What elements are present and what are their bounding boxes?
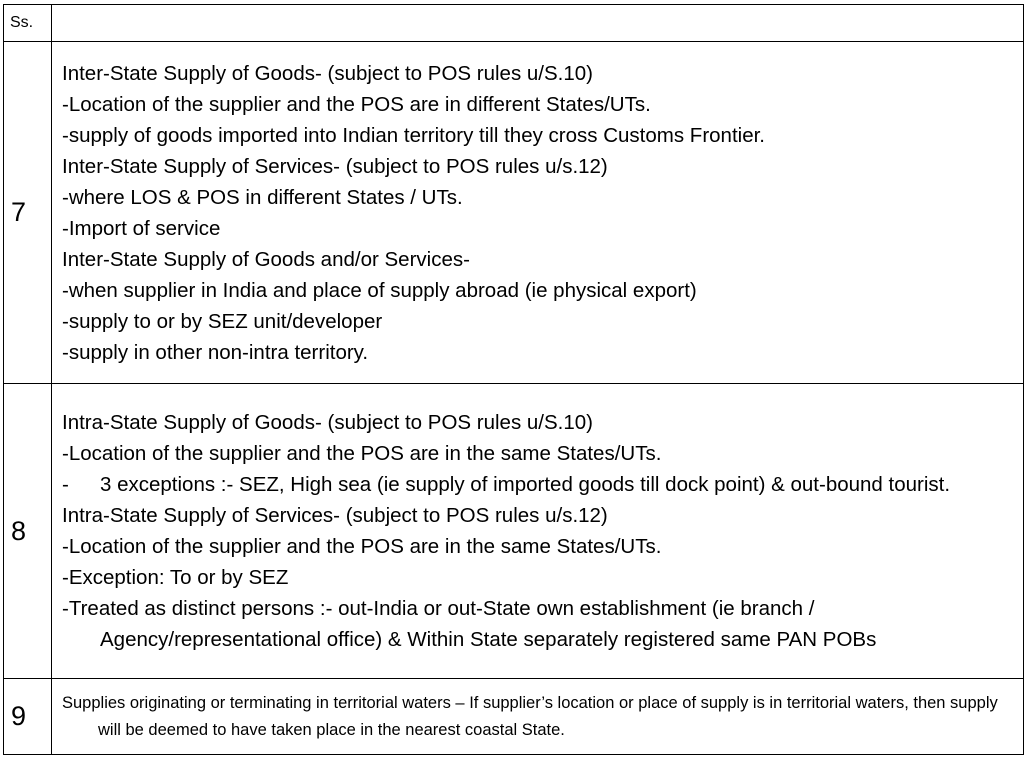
- row-line: -Treated as distinct persons :- out-India or out-State own establishment (ie branch / Agency/representational office) & Within State separately registered same PAN POBs: [62, 597, 877, 651]
- row-number: 9: [4, 679, 52, 755]
- table-row: [4, 679, 1024, 755]
- row-line: -Exception: To or by SEZ: [62, 566, 289, 589]
- row-line: -supply to or by SEZ unit/developer: [62, 309, 383, 333]
- row-description: [52, 384, 1024, 679]
- row-number: 8: [4, 384, 52, 679]
- bullet-item: [62, 469, 1015, 500]
- row-line: -Location of the supplier and the POS are in the same States/UTs.: [62, 442, 662, 465]
- header-description-cell: [52, 5, 1024, 42]
- supply-classification-table: [3, 4, 1024, 755]
- row-line: -supply in other non-intra territory.: [62, 340, 369, 364]
- row-line: -Location of the supplier and the POS are in the same States/UTs.: [62, 535, 662, 558]
- bullet-text: 3 exceptions :- SEZ, High sea (ie supply of imported goods till dock point) & out-bound tourist.: [100, 473, 951, 496]
- row-line: -Import of service: [62, 216, 221, 240]
- row-line: -Location of the supplier and the POS are in different States/UTs.: [62, 92, 651, 116]
- table-header-row: [4, 5, 1024, 42]
- table-row: [4, 384, 1024, 679]
- row-line: -supply of goods imported into Indian territory till they cross Customs Frontier.: [62, 123, 765, 147]
- row-line: Intra-State Supply of Services- (subject to POS rules u/s.12): [62, 504, 608, 527]
- table-row: [4, 42, 1024, 384]
- row-description: [52, 42, 1024, 384]
- row-line: Inter-State Supply of Goods- (subject to POS rules u/S.10): [62, 61, 593, 85]
- row-line: Supplies originating or terminating in territorial waters – If supplier’s location or place of supply is in territorial waters, then supply will be deemed to have taken place in the nearest coastal State.: [62, 693, 998, 739]
- row-description: [52, 679, 1024, 755]
- bullet-dash: -: [62, 473, 69, 496]
- row-line: Inter-State Supply of Goods and/or Services-: [62, 247, 470, 271]
- header-serial-cell: Ss.: [4, 5, 52, 42]
- row-line: -where LOS & POS in different States / UTs.: [62, 185, 463, 209]
- row-line: Intra-State Supply of Goods- (subject to POS rules u/S.10): [62, 411, 593, 434]
- row-line: -when supplier in India and place of supply abroad (ie physical export): [62, 278, 697, 302]
- row-line: Inter-State Supply of Services- (subject to POS rules u/s.12): [62, 154, 608, 178]
- row-number: 7: [4, 42, 52, 384]
